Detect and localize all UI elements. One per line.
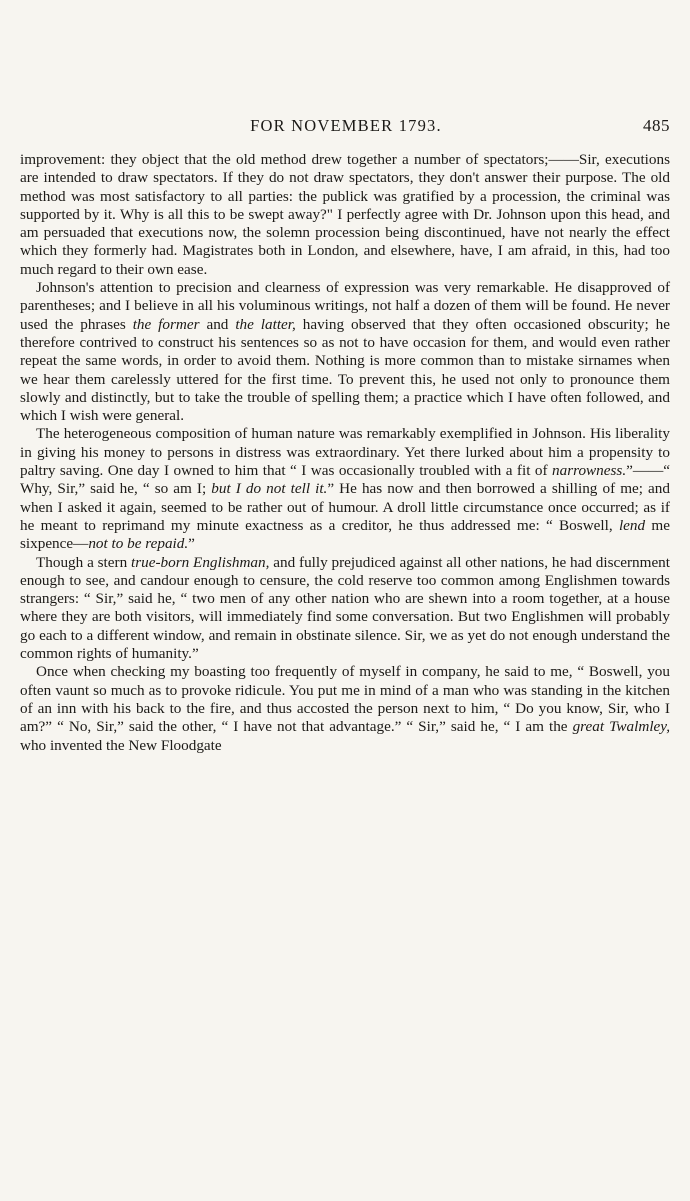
- paragraph: [20, 554, 670, 664]
- italic-text: narrowness.: [552, 462, 627, 480]
- italic-text: not to be repaid.: [88, 535, 189, 553]
- text-run: me sixpence—: [20, 516, 670, 553]
- text-run: having observed that they often occasioned obscurity; he therefore contrived to construct his sentences so as not to have occasion for them, and would even rather repeat the same words, in order to avoid them. Nothing is more common than to mistake sirnames when we hear them carelessly uttered for the first time. To prevent this, he used not only to pronounce them slowly and distinctly, but to take the trouble of spelling them; a practice which I have often followed, and which I wish were general.: [20, 315, 670, 425]
- paragraph: [20, 663, 670, 754]
- text-run: ”——“ Why, Sir,” said he, “ so am I;: [20, 462, 670, 498]
- text-run: The heterogeneous composition of human nature was remarkably exemplified in Johnson. His liberality in giving his money to persons in distress was extraordinary. Yet there lurked about him a propensity to paltry saving. One day I owned to him that “ I was occasionally troubled with a fit of: [20, 425, 670, 480]
- text-run: who invented the New Floodgate: [20, 736, 222, 754]
- text-run: and: [199, 315, 236, 333]
- page-number: 485: [643, 116, 670, 135]
- paragraph: [20, 425, 670, 553]
- text-run: improvement: they object that the old method drew together a number of spectators;——Sir, executions are intended to draw spectators. If they do not draw spectators, they don't answer their purpose. The old method was most satisfactory to all parties: the publick was gratified by a procession, the criminal was supported by it. Why is all this to be swept away?" I perfectly agree with Dr. Johnson upon this head, and am persuaded that executions now, the solemn procession being discontinued, have not nearly the effect which they formerly had. Magistrates both in London, and elsewhere, have, I am afraid, in this, had too much regard to their own ease.: [20, 151, 670, 278]
- text-run: Once when checking my boasting too frequently of myself in company, he said to me, “ Boswell, you often vaunt so much as to provoke ridicule. You put me in mind of a man who was standing in the kitchen of an inn with his back to the fire, and thus accosted the person next to him, “ Do you know, Sir, who I am?” “ No, Sir,” said the other, “ I have not that advantage.” “ Sir,” said he, “ I am the: [20, 663, 670, 736]
- page-header: [20, 116, 672, 144]
- text-run: ”: [188, 535, 195, 553]
- italic-text: lend: [618, 516, 646, 534]
- running-title: FOR NOVEMBER 1793.: [250, 116, 442, 135]
- body-text: [20, 151, 670, 755]
- paragraph: [20, 151, 670, 279]
- italic-text: the latter,: [235, 315, 296, 333]
- text-run: and fully prejudiced against all other nations, he had discernment enough to see, and candour enough to censure, the cold reserve too common among Englishmen towards strangers: “ Sir,” said he, “ two men of any other nation who are shewn into a room together, at a house where they are both visitors, will immediately find some conversation. But two Englishmen will probably go each to a different window, and remain in obstinate silence. Sir, we as yet do not enough understand the common rights of humanity.”: [20, 553, 670, 663]
- text-run: Though a stern: [36, 553, 132, 571]
- text-run: Johnson's attention to precision and clearness of expression was very remarkable. He disapproved of parentheses; and I believe in all his voluminous writings, not half a dozen of them will be found. He never used the phrases: [20, 279, 670, 333]
- paragraph: [20, 279, 670, 425]
- italic-text: but I do not tell it.: [211, 480, 328, 498]
- text-run: ” He has now and then borrowed a shilling of me; and when I asked it again, seemed to be rather out of humour. A droll little circumstance once occurred; as if he meant to reprimand my minute exactness as a creditor, he thus addressed me: “ Boswell,: [20, 480, 670, 534]
- italic-text: the former: [132, 315, 200, 333]
- italic-text: true-born Englishman,: [131, 553, 270, 571]
- italic-text: great Twalmley,: [572, 718, 670, 736]
